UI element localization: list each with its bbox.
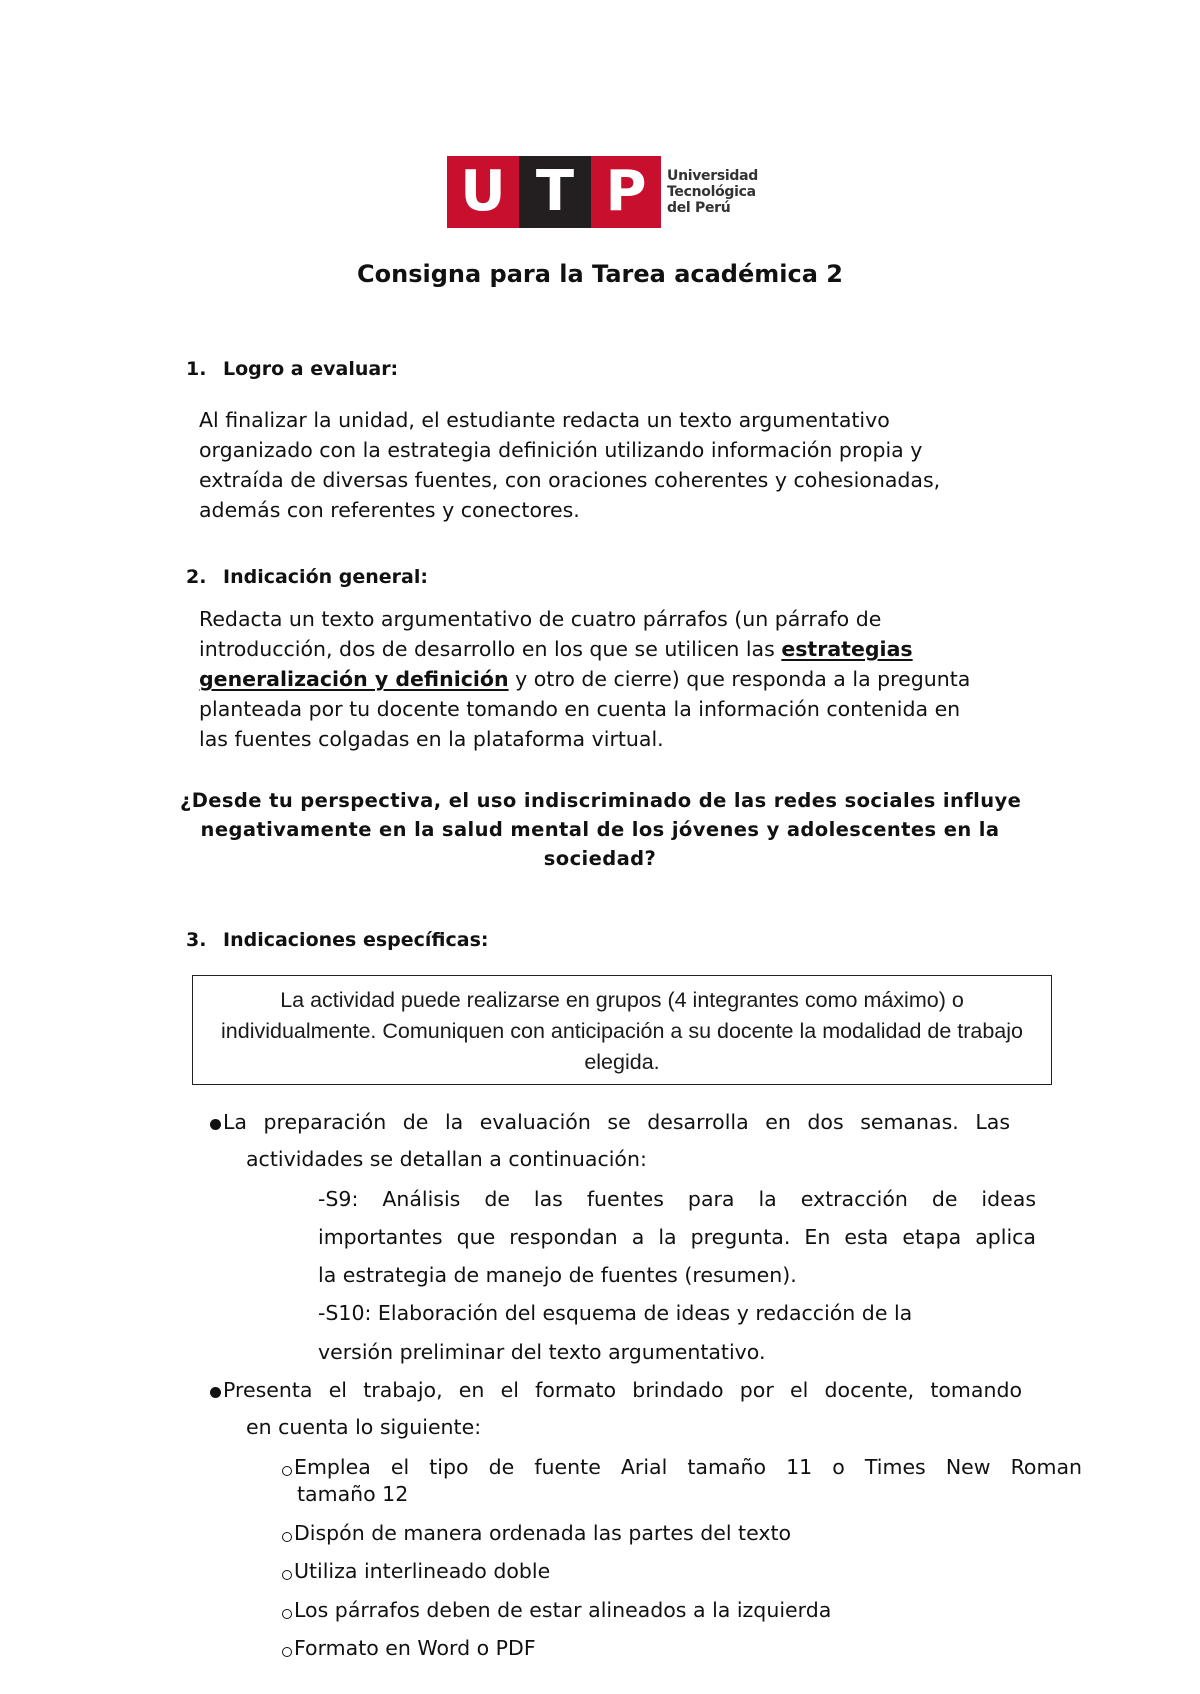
bullet-1-line-2: actividades se detallan a continuación: xyxy=(246,1147,647,1171)
utp-logo xyxy=(447,156,765,228)
sub-item-1-line-2: tamaño 12 xyxy=(297,1482,409,1506)
logo-university-name: Universidad Tecnológica del Perú xyxy=(667,168,758,216)
bullet-2-line-2: en cuenta lo siguiente: xyxy=(246,1415,482,1439)
bullet-circle-icon xyxy=(282,1609,292,1619)
s10-line-1: -S10: Elaboración del esquema de ideas y redacción de la xyxy=(318,1301,913,1325)
group-work-note-box: La actividad puede realizarse en grupos (4 integrantes como máximo) o individualmente. Comuniquen con anticipación a su docente la modalidad de trabajo elegida. xyxy=(192,975,1052,1085)
s9-line-1: -S9: Análisis de las fuentes para la extracción de ideas xyxy=(318,1187,1036,1211)
bullet-circle-icon xyxy=(282,1466,292,1476)
logo-letter-u: U xyxy=(460,159,506,224)
sub-item-4: Los párrafos deben de estar alineados a la izquierda xyxy=(282,1595,831,1625)
logo-letter-t: T xyxy=(535,159,575,224)
emphasis-generalization-definition: generalización y definición xyxy=(199,667,509,691)
bullet-dot-icon xyxy=(210,1387,221,1398)
sub-item-2: Dispón de manera ordenada las partes del texto xyxy=(282,1518,791,1548)
sub-item-5: Formato en Word o PDF xyxy=(282,1633,536,1663)
guiding-question: ¿Desde tu perspectiva, el uso indiscriminado de las redes sociales influye negativamente en la salud mental de los jóvenes y adolescentes en la sociedad? xyxy=(180,789,1022,870)
logo-letter-p: P xyxy=(605,159,647,224)
bullet-dot-icon xyxy=(210,1119,221,1130)
s9-line-2: importantes que respondan a la pregunta. En esta etapa aplica xyxy=(318,1225,1036,1249)
bullet-circle-icon xyxy=(282,1647,292,1657)
sub-item-1-line-1: Emplea el tipo de fuente Arial tamaño 11 o Times New Roman xyxy=(282,1452,1082,1482)
bullet-circle-icon xyxy=(282,1570,292,1580)
bullet-1-line-1: La preparación de la evaluación se desarrolla en dos semanas. Las xyxy=(210,1107,1010,1137)
section-2-heading: 2. Indicación general: xyxy=(186,566,428,588)
s10-line-2: versión preliminar del texto argumentativo. xyxy=(318,1340,766,1364)
bullet-2-line-1: Presenta el trabajo, en el formato brindado por el docente, tomando xyxy=(210,1375,1022,1405)
bullet-circle-icon xyxy=(282,1532,292,1542)
s9-line-3: la estrategia de manejo de fuentes (resumen). xyxy=(318,1263,797,1287)
section-1-heading: 1. Logro a evaluar: xyxy=(186,358,399,380)
section-2-paragraph: Redacta un texto argumentativo de cuatro párrafos (un párrafo de introducción, dos de desarrollo en los que se utilicen las estrategias generalización y definición y otro de cierre) que responda a la pregunta planteada por tu docente tomando en cuenta la información contenida en las fuentes colgadas en la plataforma virtual. xyxy=(199,607,971,751)
sub-item-3: Utiliza interlineado doble xyxy=(282,1556,550,1586)
emphasis-strategies: estrategias xyxy=(781,637,913,661)
section-3-heading: 3. Indicaciones específicas: xyxy=(186,929,489,951)
section-1-paragraph: Al finalizar la unidad, el estudiante redacta un texto argumentativo organizado con la estrategia definición utilizando información propia y extraída de diversas fuentes, con oraciones coherentes y cohesionadas, además con referentes y conectores. xyxy=(199,408,941,522)
page-title: Consigna para la Tarea académica 2 xyxy=(357,260,843,288)
